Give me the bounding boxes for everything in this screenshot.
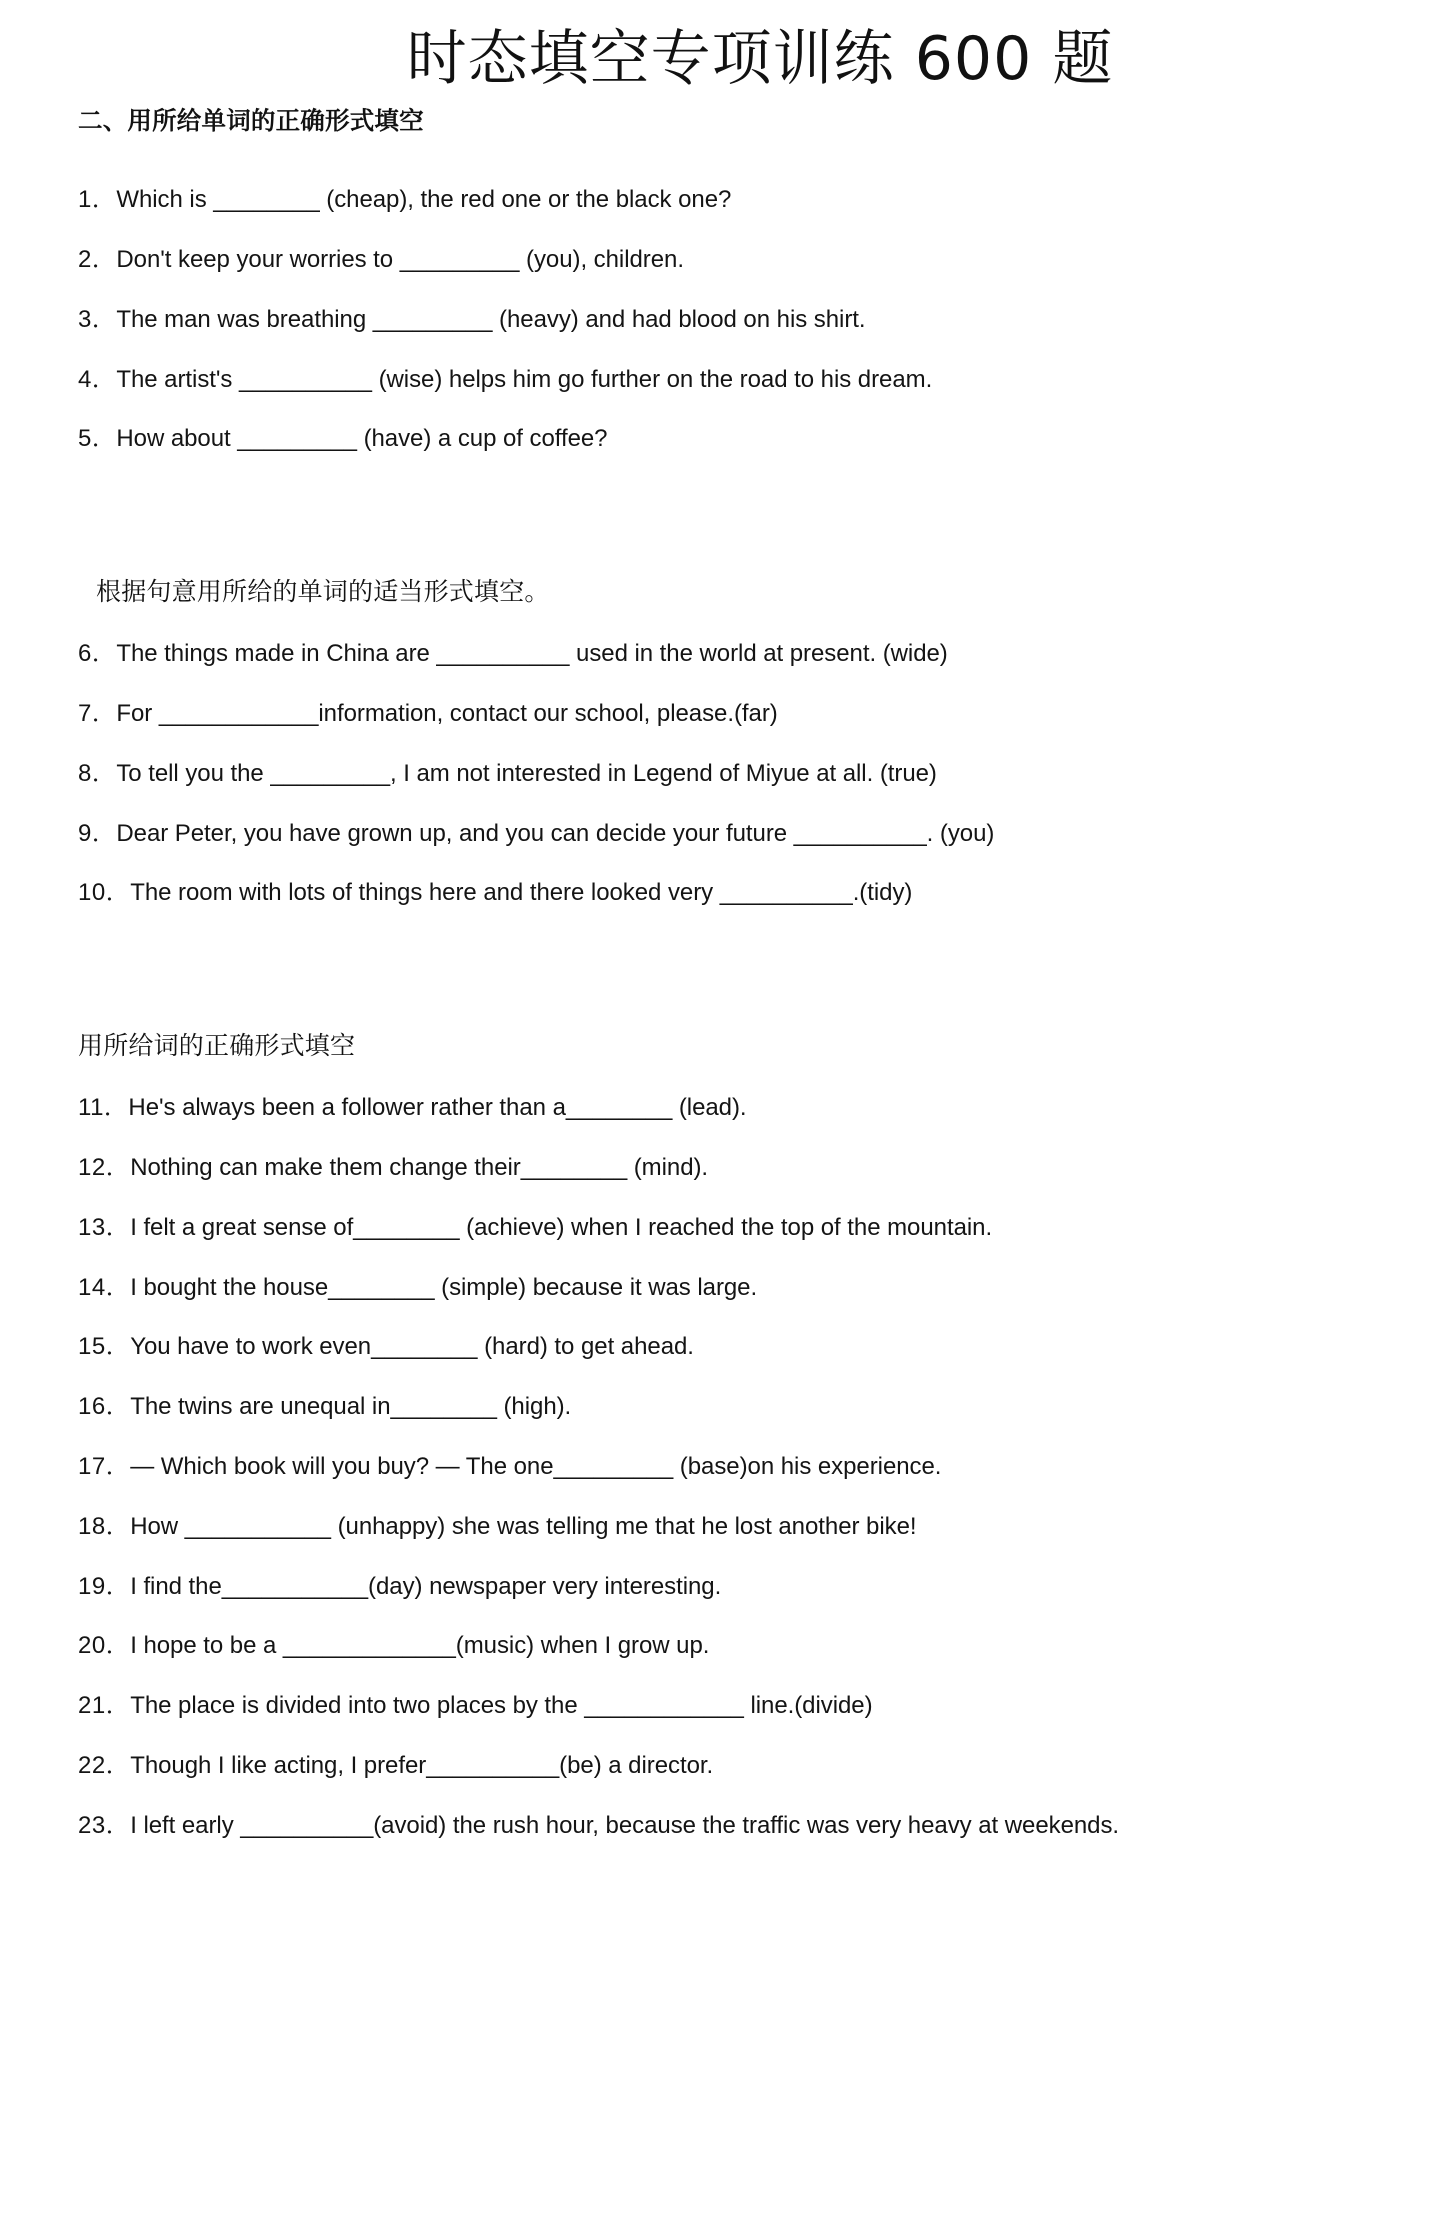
question-number: 13． [78,1213,131,1241]
question-text: I hope to be a _____________(music) when I grow up. [130,1632,710,1660]
question-text: I bought the house________ (simple) because it was large. [130,1273,758,1301]
question-text: Don't keep your worries to _________ (you), children. [116,246,684,274]
question-number: 2． [78,246,117,274]
question-item [78,876,1380,911]
question-item [78,1091,1380,1126]
question-number: 10． [78,879,131,907]
question-item [78,757,1380,792]
question-number: 19． [78,1572,131,1600]
question-number: 6． [78,640,117,668]
section-gap [78,911,1380,1029]
question-text: The things made in China are __________ used in the world at present. (wide) [116,640,948,668]
question-item [78,1151,1380,1186]
question-text: For ____________information, contact our school, please.(far) [116,700,778,728]
question-number: 12． [78,1154,131,1182]
question-number: 17． [78,1453,131,1481]
question-item [78,1271,1380,1306]
question-item [78,1629,1380,1664]
question-item [78,817,1380,852]
question-text: The artist's __________ (wise) helps him go further on the road to his dream. [116,365,933,393]
question-text: Though I like acting, I prefer__________(be) a director. [130,1752,714,1780]
question-number: 22． [78,1752,131,1780]
question-number: 16． [78,1393,131,1421]
question-item [78,1809,1380,1844]
question-number: 14． [78,1273,131,1301]
question-item [78,1689,1380,1724]
question-list-two [78,183,1380,457]
section-correct-form [78,1029,1380,1843]
question-item [78,1570,1380,1605]
question-item [78,1330,1380,1365]
question-item [78,183,1380,218]
question-number: 5． [78,425,117,453]
question-text: Nothing can make them change their________ (mind). [130,1154,709,1182]
section-heading-two: 二、用所给单词的正确形式填空 [78,108,424,135]
question-text: To tell you the _________, I am not interested in Legend of Miyue at all. (true) [116,759,937,787]
question-item [78,1749,1380,1784]
question-text: He's always been a follower rather than a________ (lead). [128,1094,747,1122]
question-list-meaning [78,637,1380,911]
document-body [0,105,1440,1844]
question-text: — Which book will you buy? — The one_________ (base)on his experience. [130,1453,942,1481]
question-item [78,697,1380,732]
question-number: 11． [78,1094,129,1122]
question-item [78,637,1380,672]
spacer [78,610,1380,637]
section-meaning [78,575,1380,911]
question-item [78,422,1380,457]
question-text: I find the___________(day) newspaper very interesting. [130,1572,722,1600]
question-item [78,1510,1380,1545]
question-text: Dear Peter, you have grown up, and you can decide your future __________. (you) [116,819,995,847]
question-item [78,1211,1380,1246]
question-text: How ___________ (unhappy) she was telling me that he lost another bike! [130,1512,917,1540]
question-number: 3． [78,305,117,333]
page-title: 时态填空专项训练 600 题 [406,24,1114,94]
question-text: You have to work even________ (hard) to get ahead. [130,1333,694,1361]
question-text: I felt a great sense of________ (achieve) when I reached the top of the mountain. [130,1213,993,1241]
question-item [78,303,1380,338]
question-number: 18． [78,1512,131,1540]
question-number: 20． [78,1632,131,1660]
question-number: 4． [78,365,117,393]
question-text: The twins are unequal in________ (high). [130,1393,572,1421]
question-text: The man was breathing _________ (heavy) and had blood on his shirt. [116,305,866,333]
question-number: 23． [78,1811,131,1839]
question-item [78,243,1380,278]
question-number: 7． [78,700,117,728]
spacer [78,1064,1380,1091]
question-text: I left early __________(avoid) the rush hour, because the traffic was very heavy at weekends. [130,1811,1120,1839]
section-heading-meaning: 根据句意用所给的单词的适当形式填空。 [96,578,550,607]
question-list-correct-form [78,1091,1380,1843]
question-number: 9． [78,819,117,847]
question-number: 8． [78,759,117,787]
question-item [78,1450,1380,1485]
section-two [78,105,1380,457]
section-gap [78,457,1380,575]
question-text: The room with lots of things here and there looked very __________.(tidy) [130,879,913,907]
question-number: 21． [78,1692,131,1720]
question-text: Which is ________ (cheap), the red one or the black one? [116,186,732,214]
question-text: How about _________ (have) a cup of coffee? [116,425,608,453]
question-item [78,363,1380,398]
spacer [78,139,1380,183]
question-number: 15． [78,1333,131,1361]
question-number: 1． [78,186,117,214]
question-text: The place is divided into two places by the ____________ line.(divide) [130,1692,873,1720]
section-heading-correct-form: 用所给词的正确形式填空 [78,1032,356,1061]
question-item [78,1390,1380,1425]
